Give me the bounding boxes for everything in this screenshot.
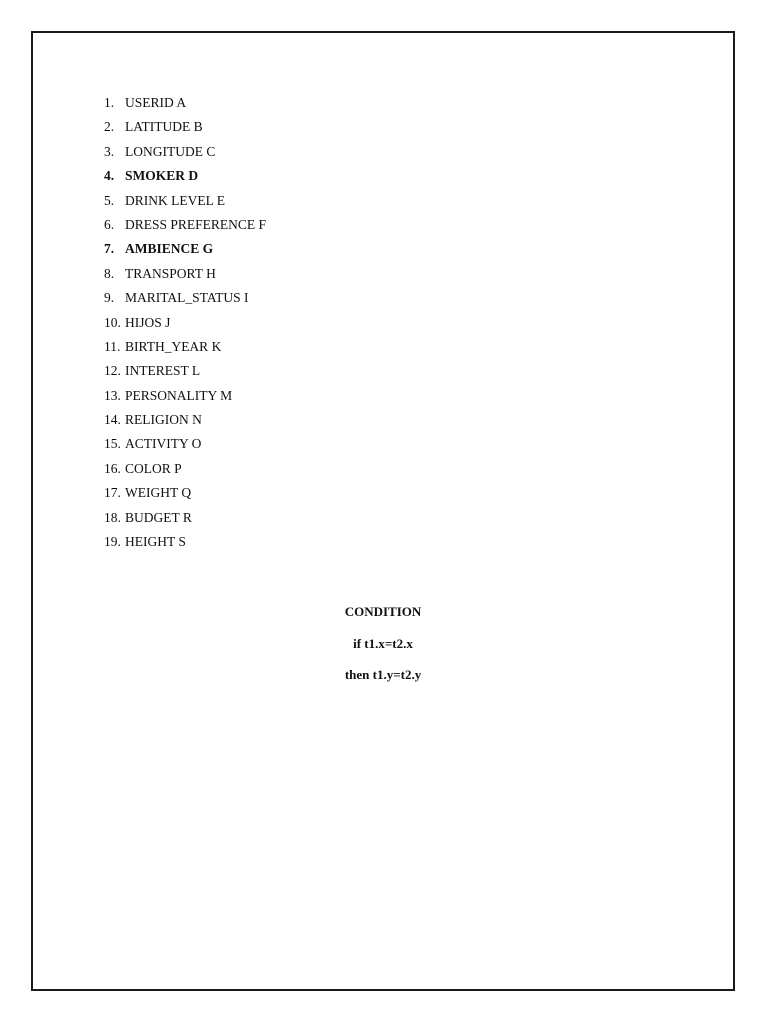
list-item-number: 17. bbox=[104, 485, 121, 501]
list-item bbox=[104, 337, 266, 361]
list-item-number: 5. bbox=[104, 192, 115, 208]
list-item-label: MARITAL_STATUS I bbox=[125, 290, 249, 306]
list-item-number: 16. bbox=[104, 460, 121, 476]
list-item bbox=[104, 93, 266, 117]
list-item bbox=[104, 264, 266, 288]
list-item-number: 12. bbox=[104, 363, 121, 379]
list-item-label: DRINK LEVEL E bbox=[125, 192, 225, 208]
list-item-number: 13. bbox=[104, 387, 121, 403]
attribute-list bbox=[104, 93, 266, 556]
list-item-number: 8. bbox=[104, 265, 115, 281]
list-item-label: TRANSPORT H bbox=[125, 265, 216, 281]
list-item bbox=[104, 459, 266, 483]
list-item bbox=[104, 166, 266, 190]
list-item-label: COLOR P bbox=[125, 460, 182, 476]
list-item-label: ACTIVITY O bbox=[125, 436, 202, 452]
list-item-number: 11. bbox=[104, 338, 121, 354]
list-item bbox=[104, 386, 266, 410]
list-item-label: BIRTH_YEAR K bbox=[125, 338, 222, 354]
list-item bbox=[104, 361, 266, 385]
list-item-number: 14. bbox=[104, 412, 121, 428]
list-item-label: HIJOS J bbox=[125, 314, 171, 330]
document-page bbox=[31, 31, 735, 991]
list-item bbox=[104, 191, 266, 215]
list-item-label: WEIGHT Q bbox=[125, 485, 192, 501]
list-item-number: 4. bbox=[104, 168, 115, 184]
list-item-number: 9. bbox=[104, 290, 115, 306]
list-item-number: 6. bbox=[104, 216, 115, 232]
list-item-label: PERSONALITY M bbox=[125, 387, 233, 403]
list-item-label: INTEREST L bbox=[125, 363, 201, 379]
list-item-number: 1. bbox=[104, 95, 115, 110]
list-item-label: LATITUDE B bbox=[125, 119, 203, 135]
list-item-number: 19. bbox=[104, 534, 121, 550]
list-item bbox=[104, 434, 266, 458]
list-item bbox=[104, 508, 266, 532]
list-item bbox=[104, 483, 266, 507]
list-item-number: 2. bbox=[104, 119, 115, 135]
condition-block bbox=[33, 602, 733, 697]
list-item-label: DRESS PREFERENCE F bbox=[125, 216, 267, 232]
list-item-label: AMBIENCE G bbox=[125, 241, 214, 257]
list-item-label: LONGITUDE C bbox=[125, 143, 216, 159]
list-item bbox=[104, 215, 266, 239]
list-item-number: 18. bbox=[104, 509, 121, 525]
list-item-label: USERID A bbox=[125, 95, 187, 110]
condition-then-line: then t1.y=t2.y bbox=[344, 667, 422, 682]
list-item-number: 7. bbox=[104, 241, 115, 257]
list-item-label: HEIGHT S bbox=[125, 534, 186, 550]
list-item-number: 15. bbox=[104, 436, 121, 452]
list-item bbox=[104, 288, 266, 312]
list-item bbox=[104, 410, 266, 434]
list-item-number: 10. bbox=[104, 314, 121, 330]
list-item-label: SMOKER D bbox=[125, 168, 199, 184]
list-item bbox=[104, 142, 266, 166]
list-item-label: BUDGET R bbox=[125, 509, 192, 525]
list-item bbox=[104, 239, 266, 263]
list-item bbox=[104, 117, 266, 141]
list-item-number: 3. bbox=[104, 143, 115, 159]
condition-if-line: if t1.x=t2.x bbox=[353, 635, 413, 651]
list-item bbox=[104, 313, 266, 337]
list-item-label: RELIGION N bbox=[125, 412, 202, 428]
list-item bbox=[104, 532, 266, 556]
condition-heading: CONDITION bbox=[344, 604, 422, 619]
